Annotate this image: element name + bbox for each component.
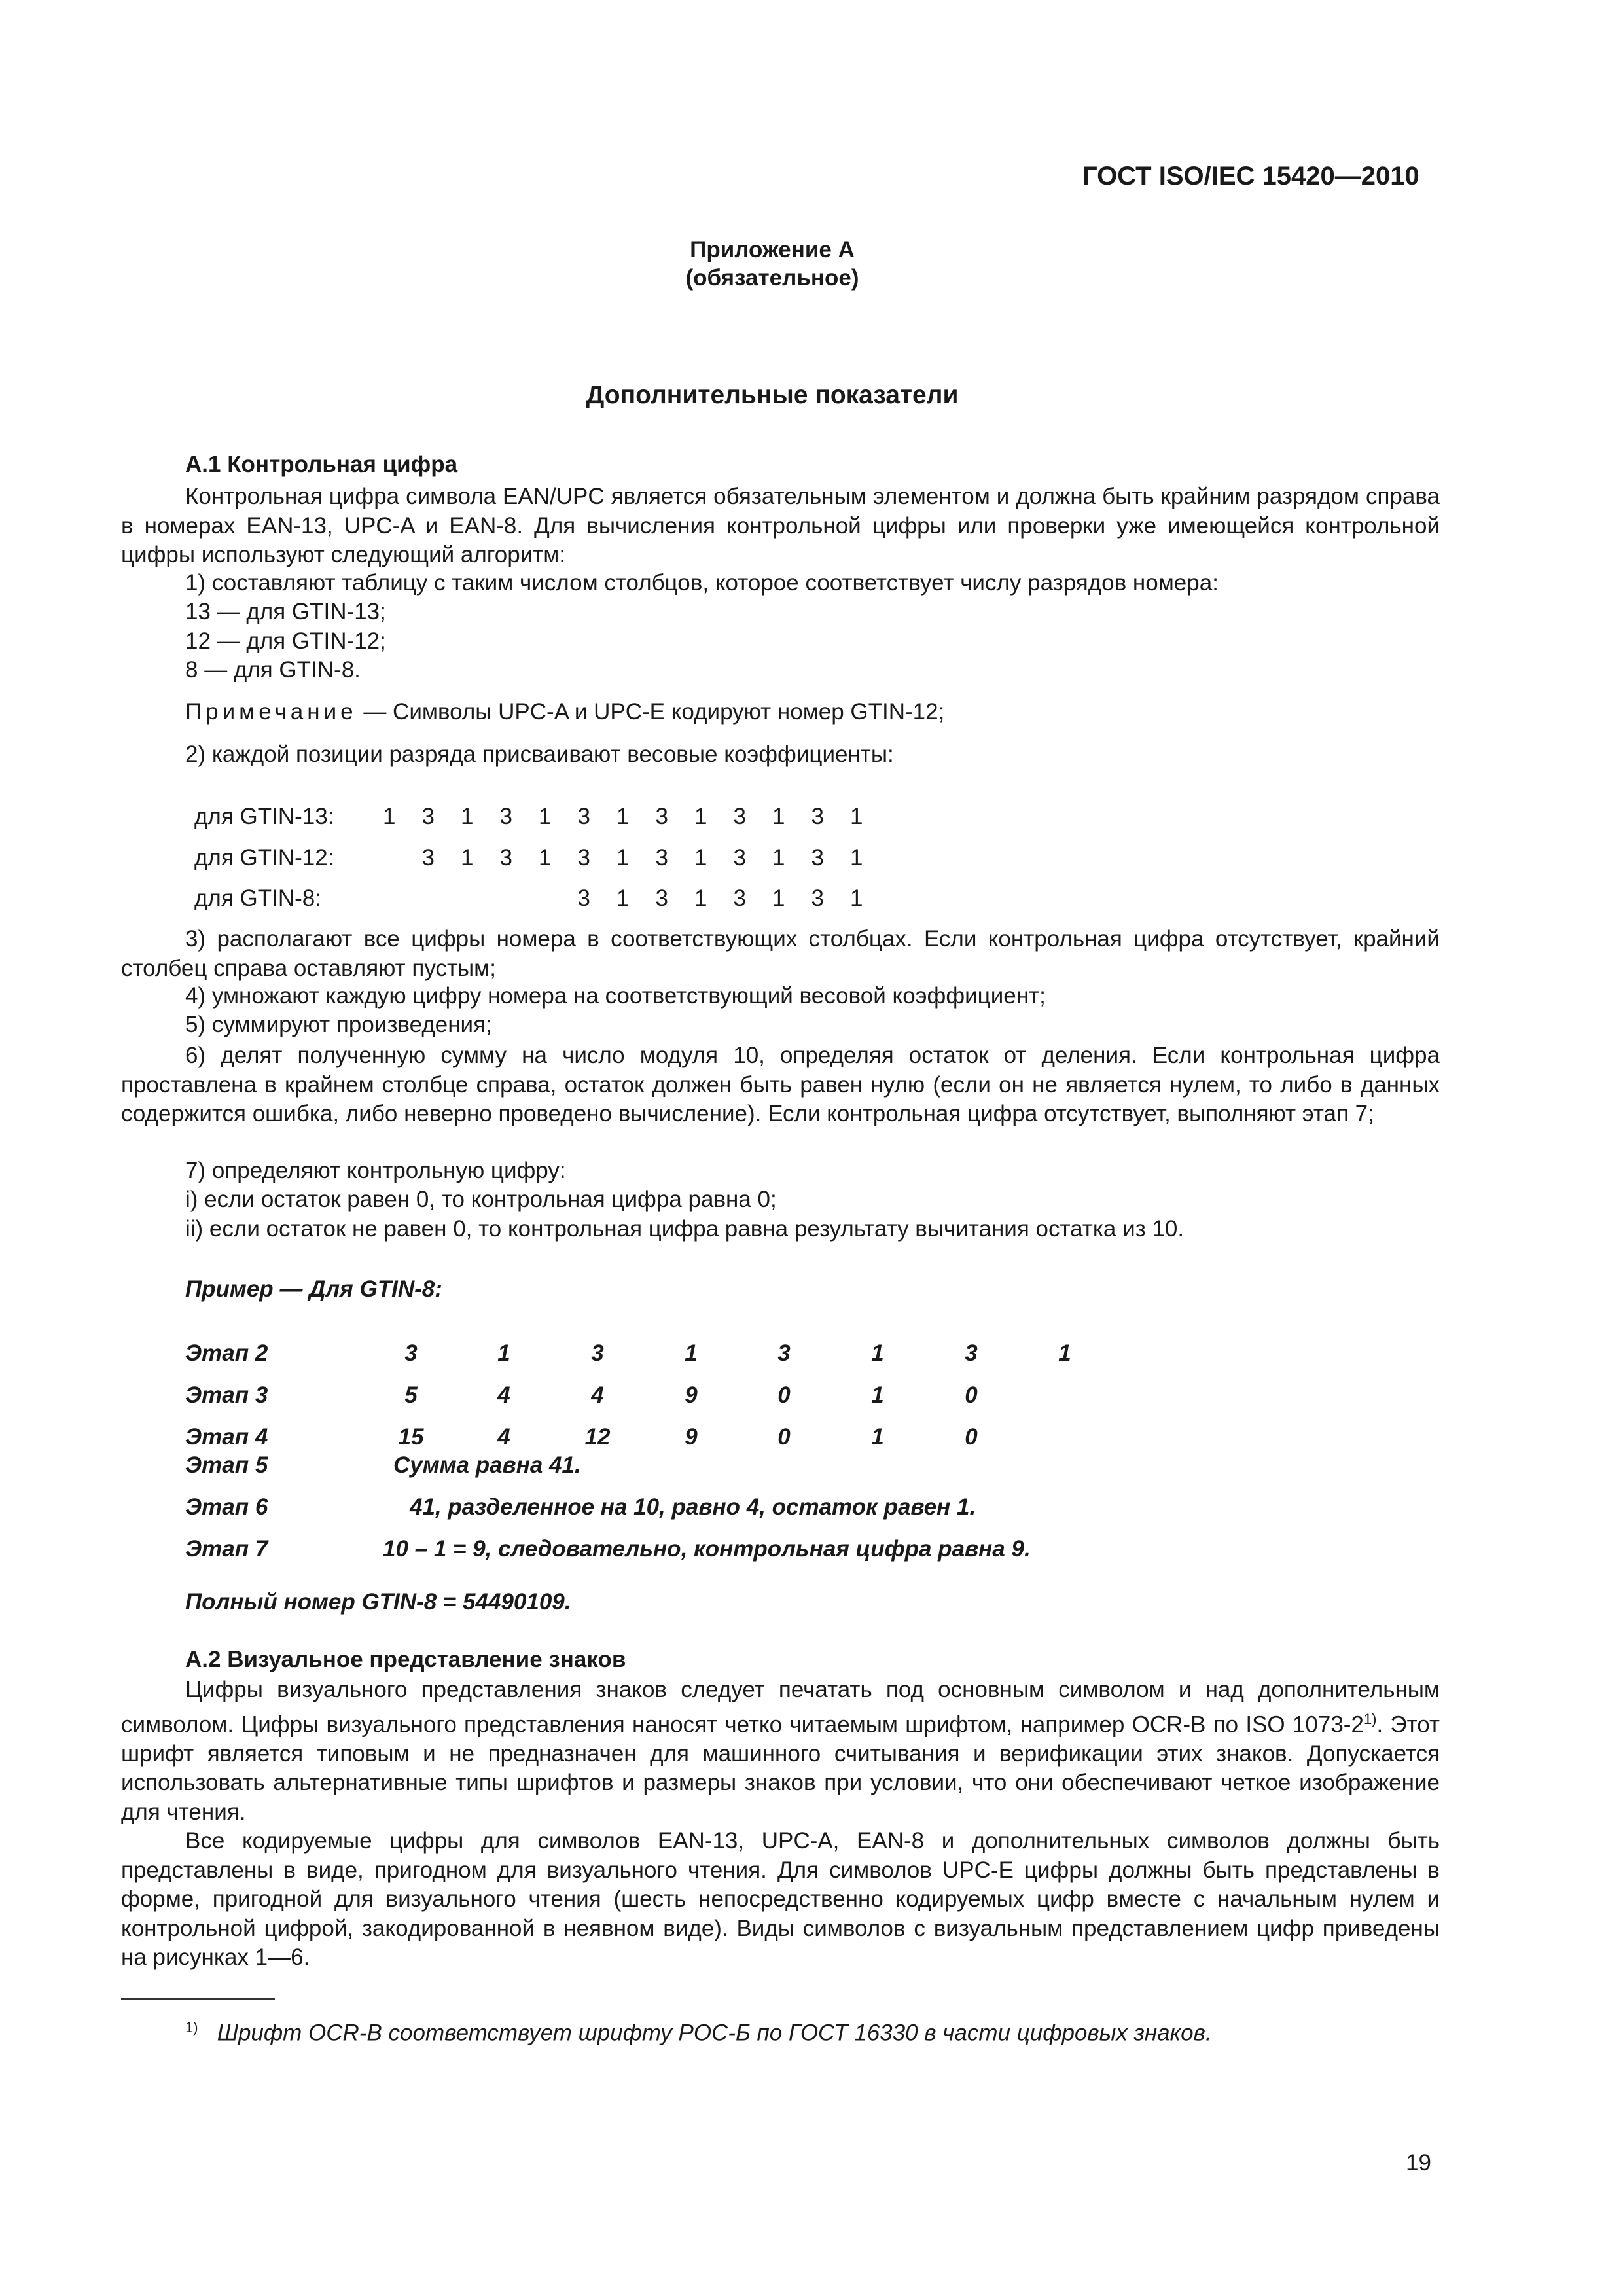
a2-paragraph-1: Цифры визуального представления знаков следует печатать под основным символом и над дополнительным символом. Цифры визуального представления наносят четко читаемым шрифтом, например OCR-B по ISO 1073-2$^{1)}$. Этот шрифт является типовым и не предназначен для машинного считывания и верификации этих знаков. Допускается использовать альтернативные типы шрифтов и размеры знаков при условии, что они обеспечивают четкое изображение для чтения.: [121, 1677, 1440, 1825]
example-value: 1: [871, 1424, 884, 1450]
section-a1-heading: А.1 Контрольная цифра: [185, 452, 458, 477]
weight-value: 1: [772, 804, 785, 829]
weight-value: 3: [499, 845, 512, 870]
example-value: 4: [497, 1424, 510, 1450]
weight-value: 1: [461, 845, 474, 870]
example-value: 4: [497, 1382, 510, 1408]
weights-row-label: для GTIN-12:: [194, 845, 334, 870]
example-value: 0: [777, 1382, 791, 1408]
weight-value: 1: [383, 804, 396, 829]
weight-value: 1: [850, 845, 863, 870]
section-a2-body: [121, 1676, 1440, 1973]
example-value: 1: [871, 1340, 884, 1366]
weight-value: 3: [655, 804, 668, 829]
example-value: 9: [685, 1424, 698, 1450]
footnote-ref[interactable]: 1): [1363, 1710, 1377, 1727]
weight-value: 3: [733, 845, 746, 870]
example-value: 3: [404, 1340, 418, 1366]
example-value: 3: [777, 1340, 791, 1366]
weight-value: 1: [694, 804, 707, 829]
example-value: 9: [685, 1382, 698, 1408]
weight-value: 3: [811, 845, 824, 870]
example-value: 5: [404, 1382, 418, 1408]
weights-row-label: для GTIN-13:: [194, 804, 334, 829]
example-result: Полный номер GTIN-8 = 54490109.: [185, 1589, 571, 1615]
section-a1-intro: [121, 482, 1440, 570]
weight-value: 1: [616, 804, 630, 829]
weight-value: 3: [811, 804, 824, 829]
step-3-block: [121, 925, 1440, 983]
weight-value: 3: [577, 886, 590, 911]
weight-value: 3: [655, 886, 668, 911]
example-value: 0: [965, 1382, 978, 1408]
standard-designation: ГОСТ ISO/IEC 15420—2010: [1082, 162, 1419, 190]
step-5: 5) суммируют произведения;: [185, 1012, 492, 1037]
weight-value: 1: [694, 886, 707, 911]
step-6-block: [121, 1041, 1440, 1129]
weights-row-label: для GTIN-8:: [194, 886, 321, 911]
weight-value: 3: [811, 886, 824, 911]
example-stage-label: Этап 4: [185, 1424, 268, 1450]
footnote-divider: [121, 1998, 275, 2000]
step-7-i: i) если остаток равен 0, то контрольная цифра равна 0;: [185, 1187, 777, 1212]
step-1: 1) составляют таблицу с таким числом столбцов, которое соответствует числу разрядов номера:: [185, 570, 1219, 596]
gtin12-columns: 12 — для GTIN-12;: [185, 628, 386, 654]
example-value: 1: [871, 1382, 884, 1408]
a2-paragraph-2: Все кодируемые цифры для символов EAN-13, UPC-A, EAN-8 и дополнительных символов должны быть представлены в виде, пригодном для визуального чтения. Для символов UPC-E цифры должны быть представлены в форме, пригодной для визуального чтения (шесть непосредственно кодируемых цифр вместе с начальным нулем и контрольной цифрой, закодированной в неявном виде). Виды символов с визуальным представлением цифр приведены на рисунках 1—6.: [121, 1828, 1440, 1971]
gtin13-columns: 13 — для GTIN-13;: [185, 599, 386, 624]
footnote: [185, 2019, 1212, 2047]
page-number: 19: [1406, 2150, 1431, 2176]
weight-value: 3: [421, 804, 435, 829]
example-value: 15: [398, 1424, 424, 1450]
example-value: 0: [965, 1424, 978, 1450]
example-stage-6-label: Этап 6: [185, 1494, 268, 1520]
step-7-ii: ii) если остаток не равен 0, то контрольная цифра равна результату вычитания остатка из 10.: [185, 1216, 1185, 1242]
step-6: 6) делят полученную сумму на число модуля 10, определяя остаток от деления. Если контрольная цифра проставлена в крайнем столбце справа, остаток должен быть равен нулю (если он не является нулем, то либо в данных содержится ошибка, либо неверно проведено вычисление). Если контрольная цифра отсутствует, выполняют этап 7;: [121, 1043, 1440, 1126]
example-stage-7-label: Этап 7: [185, 1536, 268, 1562]
weight-value: 3: [733, 886, 746, 911]
example-value: 4: [591, 1382, 604, 1408]
example-value: 1: [1058, 1340, 1071, 1366]
example-stage-7-text: 10 – 1 = 9, следовательно, контрольная цифра равна 9.: [383, 1536, 1031, 1562]
step-7: 7) определяют контрольную цифру:: [185, 1158, 566, 1183]
footnote-mark: 1): [185, 2019, 198, 2036]
weight-value: 1: [616, 886, 630, 911]
weight-value: 1: [850, 804, 863, 829]
weight-value: 3: [577, 804, 590, 829]
weight-value: 1: [616, 845, 630, 870]
weight-value: 3: [499, 804, 512, 829]
footnote-text: Шрифт OCR-B соответствует шрифту РОС-Б по ГОСТ 16330 в части цифровых знаков.: [217, 2020, 1212, 2046]
example-stage-6-text: 41, разделенное на 10, равно 4, остаток равен 1.: [410, 1494, 976, 1520]
example-value: 12: [584, 1424, 611, 1450]
example-stage-5-label: Этап 5: [185, 1452, 268, 1478]
example-stage-5-text: Сумма равна 41.: [393, 1452, 581, 1478]
example-stage-label: Этап 3: [185, 1382, 268, 1408]
weight-value: 1: [539, 845, 552, 870]
gtin8-columns: 8 — для GTIN-8.: [185, 657, 361, 683]
weight-value: 1: [461, 804, 474, 829]
section-a2-heading: А.2 Визуальное представление знаков: [185, 1647, 626, 1672]
main-title: Дополнительные показатели: [586, 381, 959, 409]
annex-title: Приложение А: [690, 237, 855, 262]
example-value: 3: [591, 1340, 604, 1366]
weight-value: 1: [772, 845, 785, 870]
step-2: 2) каждой позиции разряда присваивают весовые коэффициенты:: [185, 742, 894, 767]
annex-type: (обязательное): [685, 265, 859, 291]
intro-paragraph: Контрольная цифра символа EAN/UPC является обязательным элементом и должна быть крайним разрядом справа в номерах EAN-13, UPC-A и EAN-8. Для вычисления контрольной цифры или проверки уже имеющейся контрольной цифры используют следующий алгоритм:: [121, 484, 1440, 567]
weight-value: 1: [539, 804, 552, 829]
example-heading: Пример — Для GTIN-8:: [185, 1276, 442, 1302]
weight-value: 3: [577, 845, 590, 870]
note: [185, 699, 944, 725]
example-value: 3: [965, 1340, 978, 1366]
weight-value: 1: [772, 886, 785, 911]
example-value: 1: [497, 1340, 510, 1366]
step-4: 4) умножают каждую цифру номера на соответствующий весовой коэффициент;: [185, 983, 1046, 1009]
example-value: 0: [777, 1424, 791, 1450]
weight-value: 3: [655, 845, 668, 870]
example-stage-label: Этап 2: [185, 1340, 268, 1366]
weight-value: 3: [421, 845, 435, 870]
weight-value: 3: [733, 804, 746, 829]
note-label: Примечание: [185, 699, 357, 725]
note-text: — Символы UPC-A и UPC-E кодируют номер GTIN-12;: [363, 699, 945, 725]
example-value: 1: [685, 1340, 698, 1366]
step-3: 3) располагают все цифры номера в соответствующих столбцах. Если контрольная цифра отсутствует, крайний столбец справа оставляют пустым;: [121, 926, 1440, 981]
weight-value: 1: [850, 886, 863, 911]
weight-value: 1: [694, 845, 707, 870]
